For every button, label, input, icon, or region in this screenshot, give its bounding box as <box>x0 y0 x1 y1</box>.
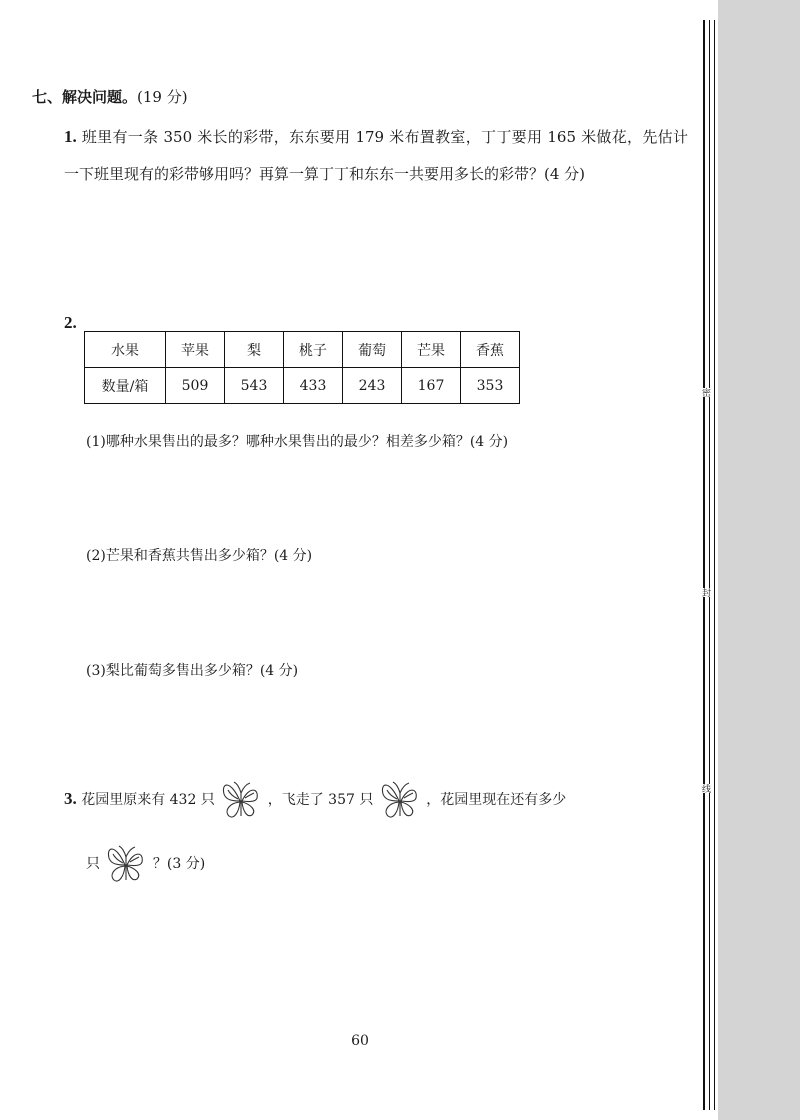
table-header-cell: 梨 <box>225 332 284 368</box>
table-cell: 509 <box>166 368 225 404</box>
butterfly-icon <box>219 778 263 822</box>
question-3-text-b: ，飞走了 357 只 <box>267 792 374 808</box>
table-cell: 167 <box>402 368 461 404</box>
question-3-text-c: ，花园里现在还有多少 <box>426 792 567 808</box>
binding-line-thick <box>703 20 705 1110</box>
table-cell: 数量/箱 <box>85 368 166 404</box>
question-3-line-2 <box>86 842 205 886</box>
butterfly-icon <box>104 842 148 886</box>
question-2-sub-1: (1)哪种水果售出的最多？哪种水果售出的最少？相差多少箱？(4 分) <box>86 434 509 450</box>
question-3-line-1 <box>64 778 566 822</box>
table-cell: 243 <box>343 368 402 404</box>
question-3-text-d: 只 <box>86 856 100 872</box>
binding-margin-strip <box>718 0 800 1120</box>
table-header-cell: 香蕉 <box>461 332 520 368</box>
question-1-text: 班里有一条 350 米长的彩带，东东要用 179 米布置教室，丁丁要用 165 米做花，先估计一下班里现有的彩带够用吗？再算一算丁丁和东东一共要用多长的彩带？(4 分) <box>64 128 688 183</box>
margin-mark-feng: 封 <box>697 588 711 597</box>
table-header-cell: 桃子 <box>284 332 343 368</box>
question-2-sub-3: (3)梨比葡萄多售出多少箱？(4 分) <box>86 663 299 679</box>
table-header-cell: 苹果 <box>166 332 225 368</box>
table-header-cell: 芒果 <box>402 332 461 368</box>
question-1 <box>64 118 688 193</box>
fruit-sales-table <box>84 331 520 404</box>
margin-mark-xian: 线 <box>697 784 711 793</box>
question-1-number: 1. <box>64 127 77 146</box>
question-2-number: 2. <box>64 313 77 332</box>
table-header-row <box>85 332 520 368</box>
question-3-text-a: 花园里原来有 432 只 <box>81 792 215 808</box>
table-cell: 433 <box>284 368 343 404</box>
page-number: 60 <box>351 1033 369 1049</box>
table-cell: 353 <box>461 368 520 404</box>
question-3-number: 3. <box>64 789 77 808</box>
binding-line-thin <box>714 20 715 1110</box>
table-cell: 543 <box>225 368 284 404</box>
question-3-text-e: ？(3 分) <box>152 856 206 872</box>
butterfly-icon <box>378 778 422 822</box>
margin-mark-mi: 密 <box>697 388 711 397</box>
binding-line-middle <box>709 20 710 1110</box>
question-2-sub-2: (2)芒果和香蕉共售出多少箱？(4 分) <box>86 548 313 564</box>
table-header-cell: 葡萄 <box>343 332 402 368</box>
table-header-cell: 水果 <box>85 332 166 368</box>
table-row <box>85 368 520 404</box>
section-title <box>32 86 188 107</box>
section-points: (19 分) <box>137 88 188 106</box>
section-title-text: 七、解决问题。 <box>32 88 138 106</box>
